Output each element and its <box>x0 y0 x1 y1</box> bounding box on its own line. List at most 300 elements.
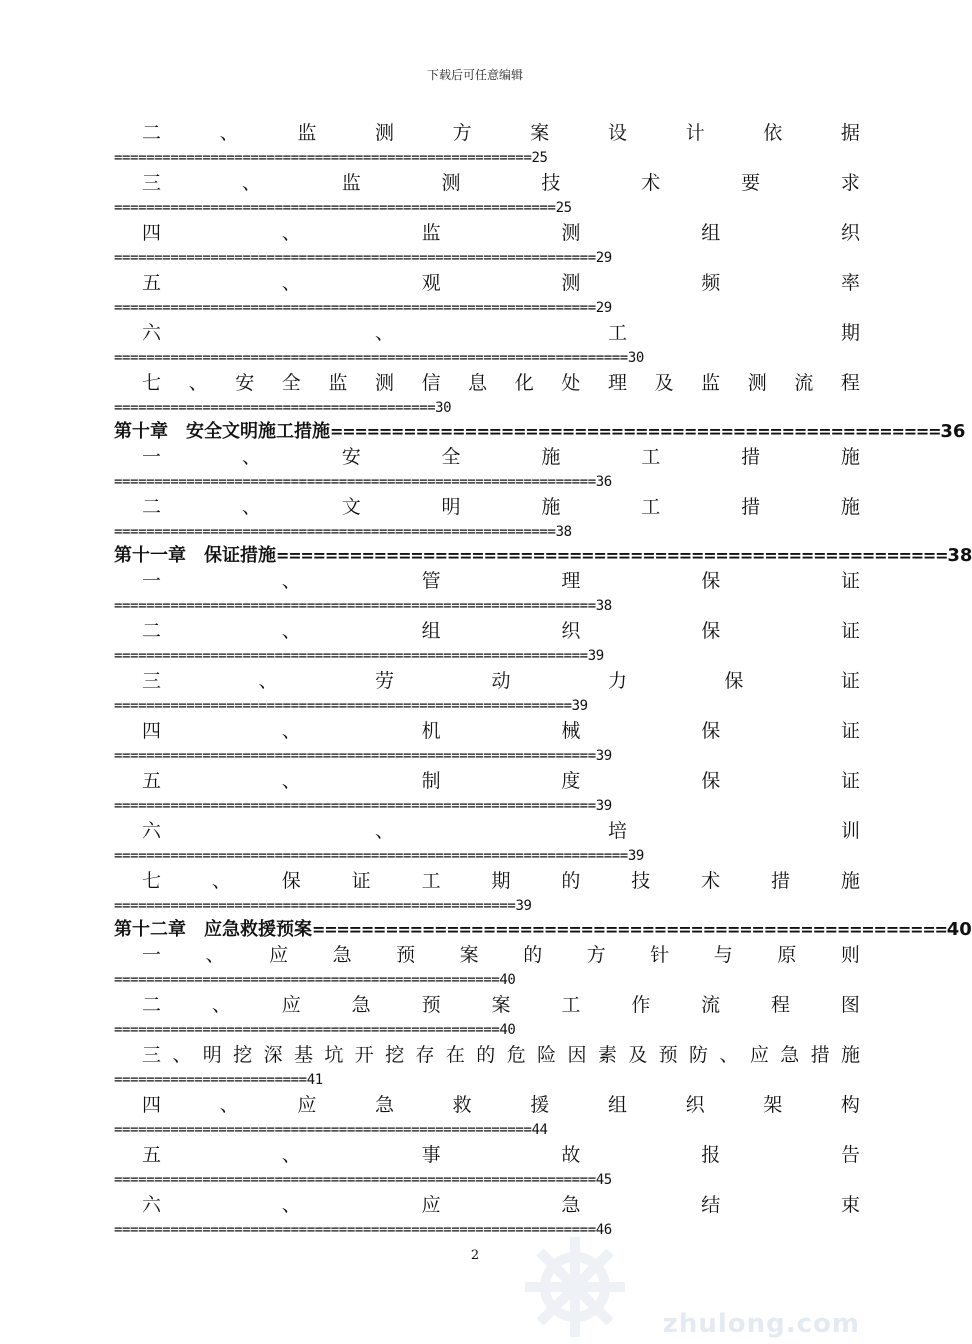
item-title-line <box>114 568 860 594</box>
item-title-char: 管 <box>421 570 441 592</box>
toc-item-entry <box>114 768 860 818</box>
item-title-char: 施 <box>840 496 860 518</box>
page-ref: 36 <box>595 474 612 490</box>
leader-line <box>114 1168 860 1192</box>
item-title-char: 针 <box>650 944 670 966</box>
leader-dots: ======================== <box>114 1072 307 1088</box>
leader-dots: ============================================================ <box>114 1172 596 1188</box>
item-title-char: 机 <box>421 720 441 742</box>
chapter-title: 第十章 安全文明施工措施 <box>114 421 330 442</box>
item-title-char: 、 <box>281 1194 301 1216</box>
page-ref: 38 <box>947 545 972 566</box>
toc-item-entry <box>114 494 860 544</box>
leader-dots: ==================================================== <box>114 1122 532 1138</box>
page-ref: 39 <box>595 748 612 764</box>
item-title-char: 流 <box>794 372 814 394</box>
item-title-char: 六 <box>142 1194 162 1216</box>
item-title-char: 在 <box>445 1044 465 1066</box>
item-title-char: 保 <box>701 620 721 642</box>
item-title-char: 、 <box>374 322 394 344</box>
item-title-line <box>114 942 860 968</box>
chapter-title-line <box>114 918 972 942</box>
item-title-char: 、 <box>258 670 278 692</box>
page-ref: 46 <box>595 1222 612 1238</box>
page-ref: 44 <box>531 1122 548 1138</box>
item-title-char: 保 <box>701 720 721 742</box>
toc-item-entry <box>114 220 860 270</box>
item-title-char: 预 <box>658 1044 678 1066</box>
item-title-char: 制 <box>421 770 441 792</box>
page-ref: 39 <box>627 848 644 864</box>
item-title-char: 化 <box>514 372 534 394</box>
item-title-char: 安 <box>235 372 255 394</box>
leader-line <box>114 470 860 494</box>
item-title-char: 技 <box>631 870 651 892</box>
item-title-char: 架 <box>763 1094 783 1116</box>
item-title-char: 挖 <box>233 1044 253 1066</box>
item-title-char: 应 <box>297 1094 317 1116</box>
item-title-char: 四 <box>142 1094 162 1116</box>
item-title-char: 依 <box>763 122 783 144</box>
item-title-char: 织 <box>561 620 581 642</box>
item-title-char: 危 <box>506 1044 526 1066</box>
item-title-char: 织 <box>840 222 860 244</box>
item-title-char: 一 <box>142 570 162 592</box>
item-title-char: 三 <box>142 1044 162 1066</box>
item-title-char: 、 <box>281 272 301 294</box>
item-title-char: 、 <box>241 446 261 468</box>
item-title-char: 援 <box>530 1094 550 1116</box>
item-title-char: 案 <box>459 944 479 966</box>
toc-item-entry <box>114 1192 860 1242</box>
page-ref: 39 <box>587 648 604 664</box>
leader-line <box>114 794 860 818</box>
item-title-char: 证 <box>840 720 860 742</box>
item-title-char: 急 <box>780 1044 800 1066</box>
item-title-char: 全 <box>281 372 301 394</box>
item-title-char: 措 <box>741 446 761 468</box>
chapter-title: 第十一章 保证措施 <box>114 545 276 566</box>
item-title-line <box>114 1092 860 1118</box>
item-title-char: 报 <box>701 1144 721 1166</box>
toc-item-entry <box>114 992 860 1042</box>
item-title-char: 应 <box>749 1044 769 1066</box>
item-title-char: 开 <box>354 1044 374 1066</box>
item-title-char: 方 <box>452 122 472 144</box>
item-title-char: 信 <box>421 372 441 394</box>
leader-line <box>114 968 860 992</box>
item-title-char: 术 <box>701 870 721 892</box>
watermark-text: zhulong.com <box>662 1309 860 1339</box>
item-title-char: 度 <box>561 770 581 792</box>
item-title-char: 施 <box>541 496 561 518</box>
item-title-char: 证 <box>840 670 860 692</box>
item-title-char: 一 <box>142 446 162 468</box>
item-title-char: 测 <box>747 372 767 394</box>
item-title-char: 、 <box>205 944 225 966</box>
toc-item-entry <box>114 568 860 618</box>
item-title-char: 测 <box>561 272 581 294</box>
item-title-char: 组 <box>421 620 441 642</box>
item-title-char: 保 <box>281 870 301 892</box>
leader-dots: ======================================================= <box>114 200 556 216</box>
leader-dots: ================================================ <box>114 972 500 988</box>
page-ref: 38 <box>555 524 572 540</box>
toc-item-entry <box>114 1042 860 1092</box>
leader-line <box>114 146 860 170</box>
item-title-char: 测 <box>374 122 394 144</box>
page-ref: 45 <box>595 1172 612 1188</box>
item-title-char: 程 <box>771 994 791 1016</box>
item-title-char: 防 <box>689 1044 709 1066</box>
item-title-char: 、 <box>241 172 261 194</box>
item-title-char: 急 <box>561 1194 581 1216</box>
item-title-char: 施 <box>541 446 561 468</box>
item-title-char: 息 <box>468 372 488 394</box>
item-title-char: 工 <box>641 496 661 518</box>
item-title-char: 五 <box>142 770 162 792</box>
item-title-char: 监 <box>297 122 317 144</box>
item-title-char: 求 <box>840 172 860 194</box>
item-title-char: 、 <box>241 496 261 518</box>
leader-line <box>114 1068 860 1092</box>
page-ref: 25 <box>555 200 572 216</box>
toc-chapter-entry <box>114 918 972 942</box>
item-title-char: 组 <box>607 1094 627 1116</box>
item-title-char: 挖 <box>385 1044 405 1066</box>
item-title-line <box>114 444 860 470</box>
item-title-char: 七 <box>142 372 162 394</box>
page-ref: 39 <box>571 698 588 714</box>
item-title-char: 工 <box>607 322 627 344</box>
toc-chapter-entry <box>114 544 972 568</box>
item-title-char: 期 <box>840 322 860 344</box>
item-title-char: 结 <box>701 1194 721 1216</box>
item-title-char: 劳 <box>374 670 394 692</box>
item-title-char: 险 <box>537 1044 557 1066</box>
item-title-char: 理 <box>561 570 581 592</box>
item-title-char: 二 <box>142 496 162 518</box>
item-title-char: 原 <box>777 944 797 966</box>
toc-item-entry <box>114 1092 860 1142</box>
item-title-char: 图 <box>840 994 860 1016</box>
table-of-contents <box>114 120 972 1242</box>
item-title-char: 的 <box>476 1044 496 1066</box>
chapter-title-line <box>114 544 972 568</box>
item-title-char: 、 <box>281 570 301 592</box>
item-title-char: 期 <box>491 870 511 892</box>
toc-item-entry <box>114 120 860 170</box>
item-title-char: 应 <box>281 994 301 1016</box>
item-title-line <box>114 170 860 196</box>
item-title-char: 频 <box>701 272 721 294</box>
item-title-char: 、 <box>281 1144 301 1166</box>
toc-item-entry <box>114 170 860 220</box>
leader-dots: ============================================================ <box>114 300 596 316</box>
toc-item-entry <box>114 370 860 420</box>
item-title-char: 应 <box>421 1194 441 1216</box>
page-ref: 25 <box>531 150 548 166</box>
item-title-char: 三 <box>142 172 162 194</box>
leader-dots: ========================================================= <box>114 698 572 714</box>
item-title-char: 措 <box>771 870 791 892</box>
item-title-char: 的 <box>523 944 543 966</box>
page-ref: 40 <box>499 972 516 988</box>
item-title-char: 、 <box>374 820 394 842</box>
leader-dots: ================================================================ <box>114 350 628 366</box>
page-ref: 36 <box>940 421 966 442</box>
item-title-char: 监 <box>328 372 348 394</box>
item-title-char: 四 <box>142 720 162 742</box>
item-title-char: 措 <box>810 1044 830 1066</box>
leader-dots: ==================================================== <box>114 150 532 166</box>
page-ref: 40 <box>946 919 972 940</box>
item-title-char: 械 <box>561 720 581 742</box>
item-title-char: 证 <box>840 620 860 642</box>
item-title-line <box>114 1192 860 1218</box>
toc-item-entry <box>114 718 860 768</box>
item-title-char: 作 <box>631 994 651 1016</box>
item-title-char: 及 <box>654 372 674 394</box>
leader-line <box>114 1118 860 1142</box>
item-title-line <box>114 1142 860 1168</box>
toc-item-entry <box>114 618 860 668</box>
page-ref: 38 <box>595 598 612 614</box>
item-title-char: 证 <box>840 770 860 792</box>
item-title-char: 事 <box>421 1144 441 1166</box>
item-title-char: 施 <box>840 446 860 468</box>
leader-line <box>114 396 860 420</box>
item-title-char: 、 <box>219 122 239 144</box>
item-title-line <box>114 494 860 520</box>
item-title-char: 坑 <box>324 1044 344 1066</box>
item-title-char: 则 <box>840 944 860 966</box>
item-title-char: 案 <box>491 994 511 1016</box>
item-title-char: 文 <box>341 496 361 518</box>
item-title-char: 、 <box>281 770 301 792</box>
item-title-char: 束 <box>840 1194 860 1216</box>
item-title-char: 三 <box>142 670 162 692</box>
item-title-line <box>114 618 860 644</box>
item-title-char: 五 <box>142 272 162 294</box>
item-title-char: 存 <box>415 1044 435 1066</box>
page-ref: 29 <box>595 300 612 316</box>
item-title-char: 保 <box>724 670 744 692</box>
item-title-char: 要 <box>741 172 761 194</box>
item-title-char: 、 <box>172 1044 192 1066</box>
leader-dots: ============================================================ <box>114 748 596 764</box>
item-title-char: 一 <box>142 944 162 966</box>
item-title-char: 训 <box>840 820 860 842</box>
page-ref: 39 <box>515 898 532 914</box>
item-title-char: 技 <box>541 172 561 194</box>
leader-dots: ==================================================== <box>312 920 947 939</box>
item-title-char: 培 <box>607 820 627 842</box>
leader-line <box>114 246 860 270</box>
item-title-char: 救 <box>452 1094 472 1116</box>
item-title-char: 二 <box>142 620 162 642</box>
item-title-char: 测 <box>441 172 461 194</box>
item-title-char: 及 <box>628 1044 648 1066</box>
chapter-title: 第十二章 应急救援预案 <box>114 919 312 940</box>
item-title-char: 观 <box>421 272 441 294</box>
item-title-char: 保 <box>701 570 721 592</box>
leader-dots: ======================================== <box>114 400 436 416</box>
item-title-char: 、 <box>219 1094 239 1116</box>
leader-dots: ============================================================ <box>114 1222 596 1238</box>
item-title-char: 五 <box>142 1144 162 1166</box>
item-title-line <box>114 818 860 844</box>
item-title-char: 动 <box>491 670 511 692</box>
page-header: 下载后可任意编辑 <box>426 68 523 82</box>
item-title-char: 保 <box>701 770 721 792</box>
item-title-char: 、 <box>281 222 301 244</box>
item-title-char: 监 <box>421 222 441 244</box>
item-title-char: 施 <box>840 1044 860 1066</box>
item-title-line <box>114 768 860 794</box>
item-title-line <box>114 718 860 744</box>
item-title-char: 明 <box>202 1044 222 1066</box>
leader-dots: ================================================== <box>114 898 516 914</box>
leader-line <box>114 694 860 718</box>
leader-dots: ================================================== <box>330 422 941 441</box>
item-title-char: 据 <box>840 122 860 144</box>
page-ref: 41 <box>306 1072 323 1088</box>
leader-line <box>114 644 860 668</box>
item-title-char: 与 <box>713 944 733 966</box>
leader-line <box>114 594 860 618</box>
toc-chapter-entry <box>114 420 966 444</box>
leader-line <box>114 196 860 220</box>
leader-dots: ================================================ <box>114 1022 500 1038</box>
item-title-char: 预 <box>396 944 416 966</box>
item-title-char: 深 <box>263 1044 283 1066</box>
item-title-char: 的 <box>561 870 581 892</box>
page-ref: 40 <box>499 1022 516 1038</box>
item-title-char: 全 <box>441 446 461 468</box>
item-title-char: 二 <box>142 994 162 1016</box>
item-title-char: 证 <box>840 570 860 592</box>
leader-line <box>114 520 860 544</box>
item-title-char: 、 <box>719 1044 739 1066</box>
item-title-char: 预 <box>421 994 441 1016</box>
item-title-char: 明 <box>441 496 461 518</box>
leader-dots: ======================================================= <box>276 546 948 565</box>
leader-line <box>114 844 860 868</box>
item-title-char: 素 <box>597 1044 617 1066</box>
toc-item-entry <box>114 320 860 370</box>
item-title-char: 、 <box>211 870 231 892</box>
toc-item-entry <box>114 444 860 494</box>
item-title-line <box>114 120 860 146</box>
item-title-char: 故 <box>561 1144 581 1166</box>
leader-line <box>114 744 860 768</box>
page-ref: 29 <box>595 250 612 266</box>
item-title-char: 、 <box>281 620 301 642</box>
toc-item-entry <box>114 942 860 992</box>
item-title-char: 监 <box>701 372 721 394</box>
item-title-char: 设 <box>607 122 627 144</box>
leader-dots: ================================================================ <box>114 848 628 864</box>
item-title-char: 案 <box>530 122 550 144</box>
item-title-char: 证 <box>351 870 371 892</box>
leader-dots: ============================================================ <box>114 598 596 614</box>
leader-dots: ============================================================ <box>114 250 596 266</box>
item-title-char: 应 <box>269 944 289 966</box>
item-title-char: 理 <box>607 372 627 394</box>
item-title-char: 施 <box>840 870 860 892</box>
item-title-char: 处 <box>561 372 581 394</box>
item-title-char: 二 <box>142 122 162 144</box>
page-ref: 30 <box>627 350 644 366</box>
item-title-char: 工 <box>561 994 581 1016</box>
item-title-line <box>114 868 860 894</box>
leader-line <box>114 894 860 918</box>
chapter-title-line <box>114 420 966 444</box>
item-title-line <box>114 668 860 694</box>
leader-line <box>114 296 860 320</box>
item-title-char: 七 <box>142 870 162 892</box>
item-title-char: 、 <box>188 372 208 394</box>
leader-line <box>114 1018 860 1042</box>
item-title-char: 、 <box>281 720 301 742</box>
item-title-char: 告 <box>840 1144 860 1166</box>
leader-line <box>114 346 860 370</box>
item-title-char: 措 <box>741 496 761 518</box>
item-title-char: 程 <box>840 372 860 394</box>
item-title-char: 术 <box>641 172 661 194</box>
item-title-line <box>114 992 860 1018</box>
item-title-char: 测 <box>561 222 581 244</box>
item-title-char: 工 <box>641 446 661 468</box>
item-title-line <box>114 320 860 346</box>
toc-item-entry <box>114 1142 860 1192</box>
item-title-char: 计 <box>685 122 705 144</box>
item-title-char: 流 <box>701 994 721 1016</box>
item-title-char: 率 <box>840 272 860 294</box>
item-title-char: 基 <box>293 1044 313 1066</box>
item-title-char: 因 <box>567 1044 587 1066</box>
item-title-char: 六 <box>142 322 162 344</box>
item-title-char: 工 <box>421 870 441 892</box>
item-title-line <box>114 370 860 396</box>
leader-dots: =========================================================== <box>114 648 588 664</box>
item-title-char: 急 <box>332 944 352 966</box>
leader-dots: ============================================================ <box>114 798 596 814</box>
item-title-char: 监 <box>341 172 361 194</box>
page-ref: 30 <box>435 400 452 416</box>
toc-item-entry <box>114 868 860 918</box>
item-title-char: 六 <box>142 820 162 842</box>
leader-line <box>114 1218 860 1242</box>
item-title-char: 方 <box>586 944 606 966</box>
item-title-char: 四 <box>142 222 162 244</box>
leader-dots: ======================================================= <box>114 524 556 540</box>
item-title-line <box>114 1042 860 1068</box>
leader-dots: ============================================================ <box>114 474 596 490</box>
item-title-char: 安 <box>341 446 361 468</box>
item-title-char: 力 <box>607 670 627 692</box>
toc-item-entry <box>114 668 860 718</box>
toc-item-entry <box>114 818 860 868</box>
item-title-line <box>114 220 860 246</box>
item-title-char: 急 <box>374 1094 394 1116</box>
item-title-char: 急 <box>351 994 371 1016</box>
item-title-char: 、 <box>211 994 231 1016</box>
item-title-char: 织 <box>685 1094 705 1116</box>
item-title-char: 测 <box>374 372 394 394</box>
toc-item-entry <box>114 270 860 320</box>
